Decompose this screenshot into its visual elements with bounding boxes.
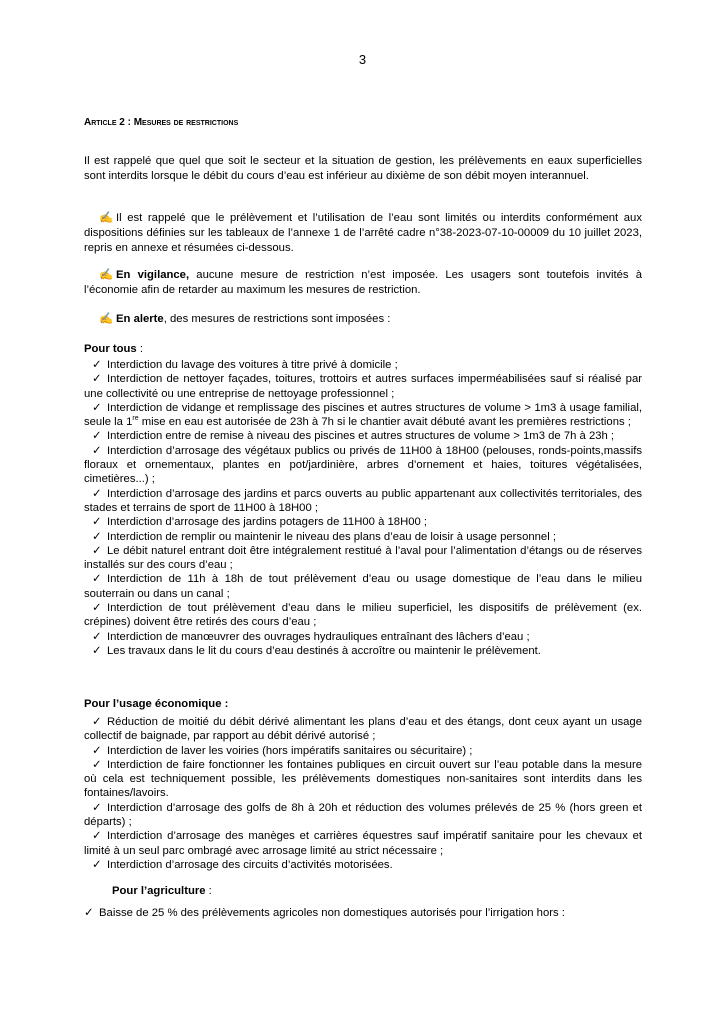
alerte-text: , des mesures de restrictions sont imposées : [163, 313, 391, 325]
item-text-continued: mise en eau est autorisée de 23h à 7h si le chantier avait débuté avant les premières restrictions ; [138, 416, 631, 429]
list-item [84, 372, 642, 401]
alerte-paragraph [84, 312, 642, 327]
vigilance-label: En vigilance, [116, 269, 190, 281]
vigilance-text: aucune mesure de restriction n’est imposée. Les usagers sont toutefois invités à l’économie afin de retarder au maximum les mesures de restriction. [84, 269, 642, 296]
item-text: Interdiction entre de remise à niveau des piscines et autres structures de volume > 1m3 de 7h à 23h ; [107, 430, 615, 443]
check-icon: ✓ [92, 444, 102, 457]
list-item [84, 858, 642, 872]
item-text: Interdiction du lavage des voitures à titre privé à domicile ; [107, 359, 398, 371]
check-icon: ✓ [92, 544, 102, 557]
item-text: Interdiction d’arrosage des végétaux publics ou privés de 11H00 à 18H00 (pelouses, ronds-points,massifs floraux et ornementaux, plantes en pot/jardinière, arbres d’ornement et haies, toitures végétalisées, cimetières...) ; [84, 444, 642, 486]
item-text: Interdiction de remplir ou maintenir le niveau des plans d’eau de loisir à usage personnel ; [107, 530, 557, 543]
list-item [84, 358, 642, 372]
alerte-label: En alerte [116, 313, 164, 325]
pour-tous-list [84, 358, 642, 658]
check-icon: ✓ [92, 359, 102, 371]
rappel-text: Il est rappelé que le prélèvement et l’utilisation de l’eau sont limités ou interdits conformément aux dispositions définies sur les tableaux de l’annexe 1 de l’arrêté cadre n°38-2023-07-10-00009 du 10 juillet 2023, repris en annexe et résumées ci-dessous. [84, 212, 642, 254]
check-icon: ✓ [92, 716, 102, 728]
eco-heading: Pour l’usage économique : [84, 698, 229, 710]
list-item [84, 758, 642, 801]
check-icon: ✓ [92, 801, 102, 814]
list-item [84, 429, 642, 443]
list-item [84, 401, 642, 430]
item-text: Le débit naturel entrant doit être intégralement restitué à l’aval pour l’alimentation d’étangs ou de réserves installés sur des cours d’eau ; [84, 544, 642, 572]
item-text: Interdiction de faire fonctionner les fontaines publiques en circuit ouvert sur l’eau potable dans la mesure où cela est techniquement possible, les prélèvements domestiques non-sanitaires sont interdits dans les fontaines/lavoirs. [84, 758, 642, 800]
item-text: Interdiction d’arrosage des jardins potagers de 11H00 à 18H00 ; [107, 516, 428, 529]
list-item [84, 829, 642, 858]
list-item [84, 601, 642, 630]
item-text: Interdiction d’arrosage des manèges et carrières équestres sauf impératif sanitaire pour les chevaux et limité à un seul parc ombragé avec arrosage limité au strict nécessaire ; [84, 830, 642, 857]
check-icon: ✓ [84, 907, 94, 919]
check-icon: ✓ [92, 602, 102, 615]
item-text: Interdiction d’arrosage des jardins et parcs ouverts au public appartenant aux collectivités territoriales, des stades et terrains de sport de 11H00 à 18H00 ; [84, 487, 642, 514]
list-item [84, 444, 642, 487]
article-heading: Article 2 : Mesures de restrictions [84, 117, 239, 128]
check-icon: ✓ [92, 830, 102, 843]
intro-paragraph: Il est rappelé que quel que soit le secteur et la situation de gestion, les prélèvements en eaux superficielles sont interdits lorsque le débit du cours d’eau est inférieur au dixième de son débit moyen interannuel. [84, 155, 642, 182]
item-text: Réduction de moitié du débit dérivé alimentant les plans d’eau et des étangs, dont ceux ayant un usage collectif de baignade, par rapport au débit dérivé autorisé ; [84, 716, 642, 743]
item-text: Baisse de 25 % des prélèvements agricoles non domestiques autorisés pour l’irrigation hors : [99, 907, 565, 919]
check-icon: ✓ [92, 644, 102, 657]
agri-heading [112, 884, 642, 899]
pour-tous-label: Pour tous [84, 343, 137, 355]
check-icon: ✓ [92, 858, 102, 871]
pencil-arrow-icon: ✍ [99, 313, 114, 325]
rappel-paragraph [84, 211, 642, 256]
check-icon: ✓ [92, 373, 102, 386]
list-item [84, 715, 642, 744]
check-icon: ✓ [92, 430, 102, 443]
pencil-arrow-icon: ✍ [99, 269, 114, 281]
list-item [84, 487, 642, 516]
check-icon: ✓ [92, 516, 102, 529]
list-item [84, 630, 642, 644]
vigilance-paragraph [84, 268, 642, 298]
pour-tous-suffix: : [136, 343, 143, 355]
agri-suffix: : [205, 885, 212, 897]
item-text: Interdiction de vidange et remplissage des piscines et autres structures de volume > 1m3 à usage familial, seule la 1 [84, 401, 642, 429]
item-text: Interdiction d’arrosage des golfs de 8h à 20h et réduction des volumes prélevés de 25 % (hors green et départs) ; [84, 801, 642, 829]
list-item [84, 572, 642, 601]
check-icon: ✓ [92, 487, 102, 500]
list-item [84, 906, 642, 920]
list-item [84, 744, 642, 758]
agri-list [84, 906, 642, 920]
pencil-arrow-icon: ✍ [99, 212, 114, 224]
check-icon: ✓ [92, 573, 102, 586]
check-icon: ✓ [92, 630, 102, 643]
check-icon: ✓ [92, 744, 102, 757]
agri-label: Pour l’agriculture [112, 885, 206, 897]
item-text: Interdiction de tout prélèvement d’eau dans le milieu superficiel, les dispositifs de prélèvement (ex. crépines) doivent être retirés des cours d’eau ; [84, 602, 642, 629]
list-item [84, 801, 642, 830]
check-icon: ✓ [92, 530, 102, 543]
item-text: Interdiction de nettoyer façades, toitures, trottoirs et autres surfaces imperméabilisées sauf si réalisé par une collectivité ou une entreprise de nettoyage professionnel ; [84, 373, 642, 400]
pour-tous-heading [84, 342, 642, 357]
list-item [84, 515, 642, 529]
check-icon: ✓ [92, 401, 102, 414]
list-item [84, 544, 642, 573]
list-item [84, 530, 642, 544]
list-item [84, 644, 642, 658]
eco-list [84, 715, 642, 872]
superscript: re [132, 415, 139, 423]
item-text: Interdiction de 11h à 18h de tout prélèvement d’eau ou usage domestique de l’eau dans le milieu souterrain ou dans un canal ; [84, 573, 642, 600]
item-text: Les travaux dans le lit du cours d’eau destinés à accroître ou maintenir le prélèvement. [107, 644, 541, 657]
item-text: Interdiction de manœuvrer des ouvrages hydrauliques entraînant des lâchers d’eau ; [107, 630, 530, 643]
check-icon: ✓ [92, 758, 102, 771]
item-text: Interdiction d’arrosage des circuits d’activités motorisées. [107, 858, 393, 871]
page-number: 3 [358, 52, 367, 67]
item-text: Interdiction de laver les voiries (hors impératifs sanitaires ou sécuritaire) ; [107, 744, 473, 757]
